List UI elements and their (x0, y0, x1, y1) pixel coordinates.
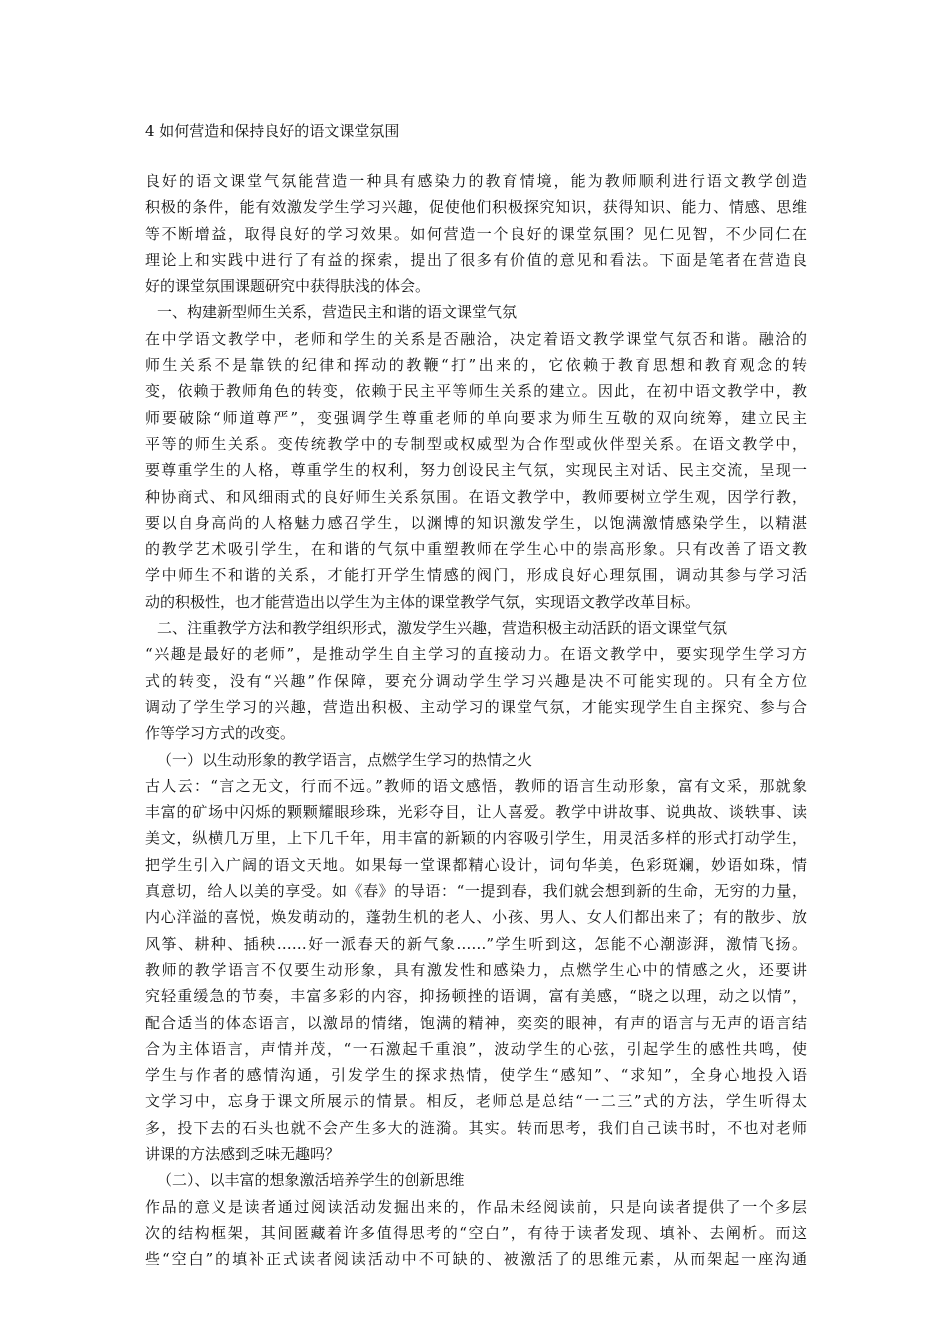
text-line: 式的转变，没有“兴趣”作保障，要充分调动学生学习兴趣是决不可能实现的。只有全方位 (145, 671, 807, 690)
text-line: 的教学艺术吸引学生，在和谐的气氛中重塑教师在学生心中的崇高形象。只有改善了语文教 (145, 540, 807, 559)
text-line: 积极的条件，能有效激发学生学习兴趣，促使他们积极探究知识，获得知识、能力、情感、思维 (145, 198, 807, 217)
text-line: 讲课的方法感到乏味无趣吗？ (145, 1144, 341, 1163)
text-line: 把学生引入广阔的语文天地。如果每一堂课都精心设计，词句华美，色彩斑斓，妙语如珠，情 (145, 855, 807, 874)
text-line: 究轻重缓急的节奏，丰富多彩的内容，抑扬顿挫的语调，富有美感，“晓之以理，动之以情”， (145, 987, 807, 1006)
subsection-2-paragraph (145, 1194, 807, 1273)
text-line: 些“空白”的填补正式读者阅读活动中不可缺的、被激活了的思维元素，从而架起一座沟通 (145, 1250, 807, 1269)
text-line: 丰富的矿场中闪烁的颗颗耀眼珍珠，光彩夺目，让人喜爱。教学中讲故事、说典故、谈轶事、读 (145, 803, 807, 822)
section-2-heading: 二、注重教学方法和教学组织形式，激发学生兴趣，营造积极主动活跃的语文课堂气氛 (157, 619, 728, 638)
text-line: 平等的师生关系。变传统教学中的专制型或权威型为合作型或伙伴型关系。在语文教学中， (145, 434, 807, 453)
subsection-2-heading: （二）、以丰富的想象激活培养学生的创新思维 (157, 1171, 465, 1190)
text-line: 在中学语文教学中，老师和学生的关系是否融洽，决定着语文教学课堂气氛否和谐。融洽的 (145, 329, 807, 348)
text-line: 等不断增益，取得良好的学习效果。如何营造一个良好的课堂氛围？见仁见智，不少同仁在 (145, 224, 807, 243)
section-1-heading: 一、构建新型师生关系，营造民主和谐的语文课堂气氛 (157, 303, 518, 322)
subsection-1-paragraph (145, 773, 807, 1167)
text-line: 要尊重学生的人格，尊重学生的权利，努力创设民主气氛，实现民主对话、民主交流，呈现一 (145, 461, 807, 480)
text-line: 内心洋溢的喜悦，焕发萌动的，蓬勃生机的老人、小孩、男人、女人们都出来了；有的散步、放 (145, 908, 807, 927)
subsection-1-heading: （一）以生动形象的教学语言，点燃学生学习的热情之火 (157, 750, 533, 769)
text-line: 动的积极性，也才能营造出以学生为主体的课堂教学气氛，实现语文教学改革目标。 (145, 592, 701, 611)
text-line: 多，投下去的石头也就不会产生多大的涟漪。其实。转而思考，我们自己读书时，不也对老师 (145, 1118, 807, 1137)
text-line: 良好的语文课堂气氛能营造一种具有感染力的教育情境，能为教师顺利进行语文教学创造 (145, 172, 807, 190)
text-line: 要以自身高尚的人格魅力感召学生，以渊博的知识激发学生，以饱满激情感染学生，以精湛 (145, 513, 807, 532)
text-line: 调动了学生学习的兴趣，营造出积极、主动学习的课堂气氛，才能实现学生自主探究、参与合 (145, 697, 807, 716)
text-line: 种协商式、和风细雨式的良好师生关系氛围。在语文教学中，教师要树立学生观，因学行教， (145, 487, 807, 506)
text-line: 风筝、耕种、插秧……好一派春天的新气象……”学生听到这，怎能不心潮澎湃，激情飞扬。 (145, 934, 807, 953)
text-line: 文学习中，忘身于课文所展示的情景。相反，老师总是总结“一二三”式的方法，学生听得太 (145, 1092, 807, 1111)
document-page (145, 118, 807, 1272)
text-line: 美文，纵横几万里，上下几千年，用丰富的新颖的内容吸引学生，用灵活多样的形式打动学生， (145, 829, 807, 848)
text-line: 理论上和实践中进行了有益的探索，提出了很多有价值的意见和看法。下面是笔者在营造良 (145, 250, 807, 269)
text-line: 师要破除“师道尊严”，变强调学生尊重老师的单向要求为师生互敬的双向统筹，建立民主 (145, 408, 807, 427)
text-line: 变，依赖于教师角色的转变，依赖于民主平等师生关系的建立。因此，在初中语文教学中，教 (145, 382, 807, 401)
text-line: 教师的教学语言不仅要生动形象，具有激发性和感染力，点燃学生心中的情感之火，还要讲 (145, 960, 807, 979)
text-line: 合为主体语言，声情并茂，“一石激起千重浪”，波动学生的心弦，引起学生的感性共鸣，使 (145, 1039, 807, 1058)
text-line: 作品的意义是读者通过阅读活动发掘出来的，作品未经阅读前，只是向读者提供了一个多层 (145, 1197, 807, 1216)
section-2-paragraph (145, 641, 807, 746)
text-line: 作等学习方式的改变。 (145, 724, 296, 743)
text-line: 次的结构框架，其间匿藏着许多值得思考的“空白”，有待于读者发现、填补、去阐析。而这 (145, 1223, 807, 1242)
text-line: 好的课堂氛围课题研究中获得肤浅的体会。 (145, 277, 431, 296)
text-line: 学生与作者的感情沟通，引发学生的探求热情，使学生“感知”、“求知”，全身心地投入语 (145, 1066, 807, 1085)
text-line: 配合适当的体态语言，以激昂的情绪，饱满的精神，奕奕的眼神，有声的语言与无声的语言结 (145, 1013, 807, 1032)
text-line: 古人云：“言之无文，行而不远。”教师的语文感悟，教师的语言生动形象，富有文采，那就象 (145, 776, 807, 795)
intro-paragraph (145, 168, 807, 299)
text-line: 真意切，给人以美的享受。如《春》的导语：“一提到春，我们就会想到新的生命，无穷的力量， (145, 882, 807, 901)
text-line: 师生关系不是靠铁的纪律和挥动的教鞭“打”出来的，它依赖于教育思想和教育观念的转 (145, 356, 807, 375)
document-title: 4 如何营造和保持良好的语文课堂氛围 (145, 122, 400, 140)
text-line: 学中师生不和谐的关系，才能打开学生情感的阀门，形成良好心理氛围，调动其参与学习活 (145, 566, 807, 585)
text-line: “兴趣是最好的老师”，是推动学生自主学习的直接动力。在语文教学中，要实现学生学习方 (145, 645, 807, 664)
section-1-paragraph (145, 326, 807, 615)
